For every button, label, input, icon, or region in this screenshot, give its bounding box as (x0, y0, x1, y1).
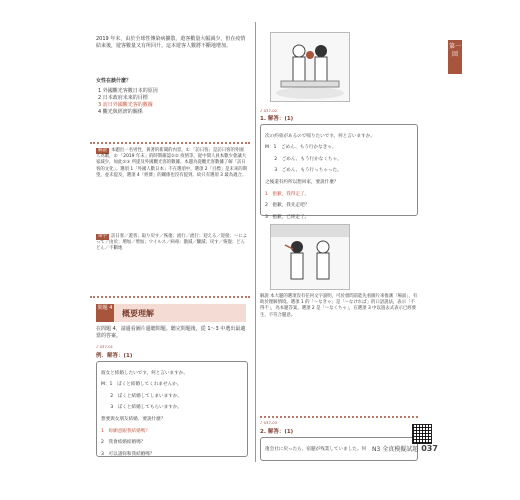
divider-dots (90, 142, 250, 146)
track-number-2: ♪ 037-03 (260, 420, 278, 425)
q1-line-3: 2 ごめん、もう行かなくちゃ。 (265, 156, 342, 162)
explanation-block (96, 148, 248, 179)
vocab-badge: 單字 (98, 234, 107, 239)
q1-line-4: 3 ごめん、もう行っちゃった。 (265, 168, 342, 174)
track-number-1: ♪ 037-02 (260, 108, 278, 113)
q1-trans-2: 1 抱歉，我得走了。 (265, 191, 310, 197)
example-trans-3: 2 我會結婚結婚嗎？ (101, 440, 146, 446)
option-list (98, 88, 248, 116)
page-footer (372, 444, 438, 453)
option-4: 4 觀光與經濟的關係 (98, 109, 143, 115)
q1-line-2: M：1 ごめん、もう行かなきゃ。 (265, 145, 337, 151)
section-number: 問題 4 (96, 304, 114, 322)
option-2: 2 日本政府未來的目標 (98, 95, 148, 101)
footer-label: N3 全真模擬試題 (372, 446, 419, 453)
book-page (90, 22, 440, 462)
example-trans-4: 3 可以請妳和我結婚嗎？ (101, 451, 155, 457)
illustration-couple (270, 32, 350, 102)
q1-explanation-text: 解說 本大題的選項沒有任何文字說明，可於發問前能先看圖片來推測「場面」，有助於理解情境。選項 1 的「〜なきゃ」是「〜なければ」的口語說法，表示「不得不」，為本題答案。選項 2 是「〜なくちゃ」，在選項 3 中以過去式表示已經發生，不符合題意。 (260, 294, 418, 318)
q1-box (260, 124, 418, 220)
example-line-4: 3 ぼくと結婚してもらいますか。 (101, 405, 183, 411)
example-line-1: 彼女と結婚したいです。何と言いますか。 (101, 370, 188, 376)
example-trans-2: 1 妳願意跟我結婚嗎？ (101, 428, 150, 434)
vocab-block (96, 234, 248, 253)
q1-explanation (260, 294, 418, 319)
vocab-text: 訪日客／遊客；取り戻す／恢復；流行／流行；迎える／迎接；〜によって／由於；増加／增加；ウイルス／病毒；激減／驟減；戻す／恢復；どんどん／不斷地 (96, 234, 248, 252)
q2-line-1: 復会社に戻ったら、宿題が残業していました。何 (265, 446, 367, 452)
illustration-street (270, 224, 350, 290)
example-trans-1: 想要與女朋友結婚，要說什麼？ (101, 416, 166, 422)
qr-code (412, 424, 432, 444)
question-title: 女性在談什麼？ (96, 78, 132, 84)
option-3: 3 訪日外國觀光客的數據 (98, 102, 153, 108)
q1-trans-1: 之後還有約所以想回家，要說什麼？ (265, 179, 339, 185)
explanation-badge: 解說 (98, 148, 107, 153)
divider-dots-3 (260, 416, 418, 420)
q1-label: 1. 解答：(1) (260, 116, 294, 122)
q2-label: 2. 解答：(1) (260, 429, 294, 435)
intro-text: 2019 年末，由於全球性傳染病擴散，遊客數量大幅減少，但在疫情結束後，遊客數量又有所回升。這本遊客人數將不斷地增加。 (96, 36, 246, 49)
section-header (96, 304, 246, 322)
section-title: 概要理解 (122, 308, 154, 318)
explanation-text: 本題出一名男性，黃著的新聞的內容，① 「訪日客」是訪日客的外國人為數，② 「2019 年末」的時期確認②② 疫情等，從中間人員本數少會讓大家減少，如此②③ 所提及外國觀光客的數據。本題為從觀光客數據了解「訪日客的文化」。選項 1「外國人數日本」不在選項中，選項 2「目標」是未來的期望，並未提及，選項 4「經濟」的關係也沒有提到。故只有選項 3 最為適合。 (96, 148, 248, 178)
example-line-2: M：1 ぼくと結婚してくれませんか。 (101, 382, 182, 388)
section-description: 在問題 4，請邊看圖片邊聽問題。聽完問題後，從 1～3 中選出最適當的答案。 (96, 326, 246, 339)
track-number: ♪ 037-01 (96, 344, 114, 349)
option-1: 1 外國觀光客數日本的原因 (98, 88, 158, 94)
q1-trans-4: 3 抱歉，已經走了。 (265, 214, 310, 220)
example-box (96, 361, 248, 457)
column-divider (255, 22, 256, 462)
q1-line-1: 次の約束があるので帰りたいです。何と言いますか。 (265, 133, 375, 139)
q1-trans-3: 2 抱歉，我先走吧？ (265, 203, 310, 209)
divider-dots-2 (90, 296, 250, 300)
chapter-tab: 第一回 (448, 40, 462, 74)
page-number: 037 (421, 444, 438, 453)
example-line-3: 2 ぼくと結婚してしまいますか。 (101, 393, 183, 399)
example-label: 例．解答：(1) (96, 353, 133, 359)
